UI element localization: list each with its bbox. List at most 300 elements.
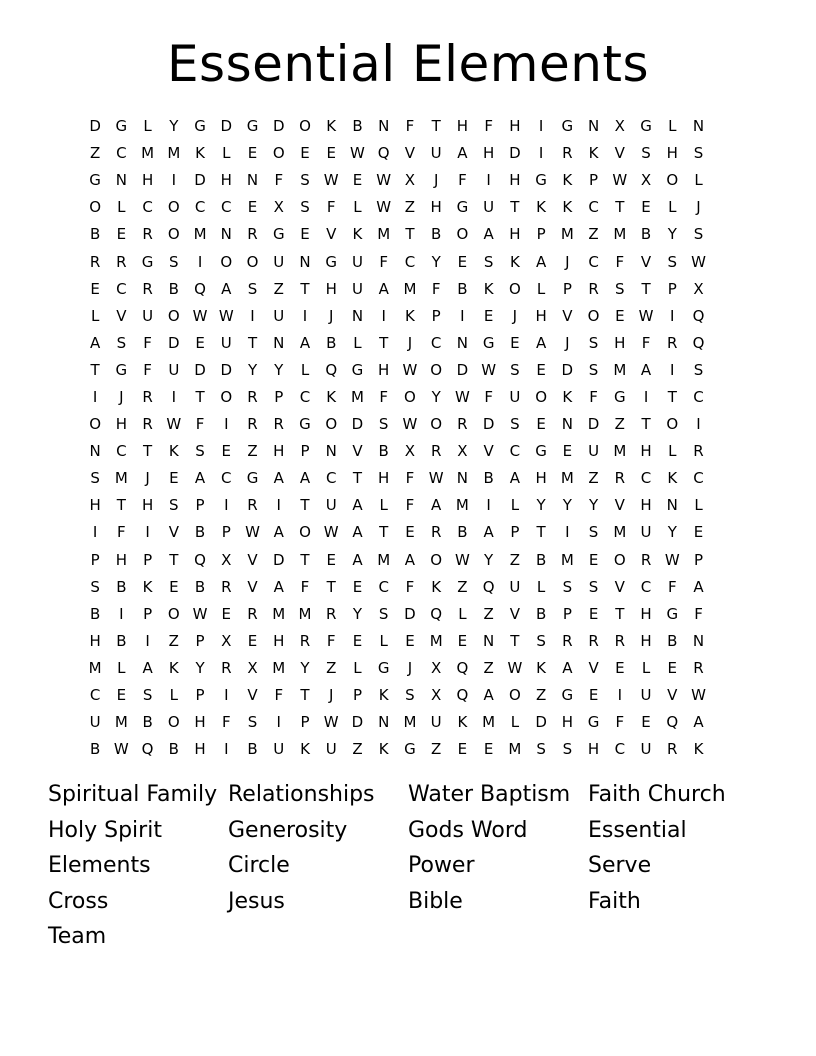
- letter-cell: V: [168, 523, 179, 542]
- letter-cell: A: [89, 333, 101, 352]
- letter-cell: F: [326, 631, 336, 650]
- letter-cell: H: [587, 740, 600, 759]
- letter-cell: H: [666, 144, 678, 163]
- letter-cell: R: [89, 252, 101, 271]
- letter-cell: H: [640, 442, 652, 461]
- letter-cell: I: [276, 496, 281, 515]
- letter-cell: J: [329, 686, 334, 705]
- letter-cell: I: [171, 171, 177, 190]
- word-bank-item: Gods Word: [408, 817, 528, 843]
- letter-cell: L: [117, 658, 126, 677]
- letter-cell: Z: [326, 658, 337, 677]
- word-bank-item: Spiritual Family: [48, 782, 218, 807]
- letter-cell: S: [588, 523, 599, 542]
- letter-cell: R: [693, 442, 704, 461]
- letter-cell: Q: [482, 577, 495, 596]
- letter-cell: E: [247, 144, 258, 163]
- letter-cell: P: [195, 496, 205, 515]
- letter-cell: E: [116, 225, 127, 244]
- letter-cell: U: [483, 198, 495, 217]
- letter-cell: T: [510, 631, 520, 650]
- letter-cell: Z: [168, 631, 179, 650]
- letter-cell: D: [351, 713, 364, 732]
- letter-cell: P: [562, 604, 572, 623]
- puzzle-title: Essential Elements: [166, 35, 650, 93]
- letter-cell: E: [300, 144, 310, 163]
- letter-cell: W: [454, 387, 470, 406]
- letter-cell: Y: [667, 523, 677, 542]
- letter-cell: H: [535, 306, 547, 325]
- letter-cell: W: [323, 171, 339, 190]
- letter-cell: G: [115, 117, 128, 136]
- letter-cell: F: [221, 713, 231, 732]
- letter-cell: E: [693, 523, 704, 542]
- letter-cell: Z: [535, 686, 547, 705]
- word-bank-item: Holy Spirit: [48, 817, 162, 843]
- letter-cell: B: [116, 577, 127, 596]
- letter-cell: E: [615, 306, 625, 325]
- letter-cell: X: [431, 658, 442, 677]
- letter-cell: U: [168, 360, 180, 379]
- letter-cell: E: [641, 198, 651, 217]
- letter-cell: I: [224, 686, 229, 705]
- letter-cell: C: [404, 252, 416, 271]
- word-bank-item: Bible: [408, 888, 463, 914]
- grid-row: [82, 709, 738, 736]
- letter-cell: H: [378, 469, 390, 488]
- letter-cell: C: [430, 333, 442, 352]
- letter-cell: A: [299, 333, 311, 352]
- letter-cell: W: [376, 171, 392, 190]
- letter-cell: Z: [614, 415, 625, 434]
- letter-cell: E: [90, 279, 100, 298]
- letter-cell: M: [88, 658, 102, 677]
- letter-cell: R: [247, 496, 258, 515]
- letter-cell: G: [561, 686, 574, 705]
- letter-cell: X: [457, 442, 468, 461]
- letter-cell: I: [617, 686, 623, 705]
- letter-cell: A: [352, 523, 363, 542]
- letter-cell: N: [692, 117, 705, 136]
- letter-cell: L: [641, 658, 651, 677]
- letter-cell: C: [142, 198, 153, 217]
- grid-row: [82, 736, 738, 763]
- letter-cell: J: [407, 333, 413, 352]
- letter-cell: P: [536, 225, 546, 244]
- letter-cell: W: [402, 415, 418, 434]
- letter-cell: E: [562, 442, 573, 461]
- letter-cell: W: [612, 171, 628, 190]
- letter-cell: F: [589, 387, 598, 406]
- letter-cell: W: [691, 252, 706, 271]
- letter-cell: T: [352, 469, 363, 488]
- letter-cell: O: [430, 550, 443, 569]
- letter-cell: W: [218, 306, 234, 325]
- letter-cell: Y: [484, 550, 494, 569]
- letter-cell: F: [379, 252, 389, 271]
- letter-cell: G: [272, 225, 285, 244]
- letter-cell: I: [197, 252, 203, 271]
- letter-cell: H: [561, 713, 573, 732]
- letter-cell: S: [405, 686, 415, 705]
- letter-cell: O: [299, 117, 311, 136]
- letter-cell: E: [300, 225, 310, 244]
- letter-cell: O: [299, 523, 311, 542]
- letter-cell: M: [403, 279, 417, 298]
- letter-cell: S: [536, 740, 546, 759]
- letter-cell: E: [457, 631, 468, 650]
- letter-cell: E: [169, 577, 179, 596]
- letter-cell: M: [482, 713, 496, 732]
- letter-cell: O: [167, 198, 180, 217]
- letter-cell: K: [168, 442, 179, 461]
- word-bank-item: Essential: [588, 817, 687, 843]
- letter-cell: D: [194, 171, 206, 190]
- grid-row: [82, 194, 738, 221]
- letter-cell: O: [167, 225, 180, 244]
- letter-cell: A: [693, 713, 704, 732]
- letter-cell: C: [693, 387, 704, 406]
- letter-cell: C: [116, 442, 127, 461]
- letter-cell: E: [326, 550, 336, 569]
- letter-cell: F: [694, 604, 703, 623]
- letter-cell: M: [350, 387, 364, 406]
- letter-cell: N: [561, 415, 573, 434]
- letter-cell: L: [379, 496, 388, 515]
- letter-cell: M: [114, 713, 128, 732]
- grid-row: [82, 655, 738, 682]
- letter-cell: E: [483, 306, 494, 325]
- letter-cell: R: [299, 631, 311, 650]
- letter-cell: L: [458, 604, 467, 623]
- letter-cell: H: [141, 171, 154, 190]
- letter-cell: G: [640, 117, 652, 136]
- letter-cell: F: [615, 252, 625, 271]
- letter-cell: O: [325, 415, 338, 434]
- letter-cell: K: [352, 225, 363, 244]
- letter-cell: I: [92, 523, 98, 542]
- letter-cell: A: [483, 686, 494, 705]
- letter-cell: A: [352, 496, 363, 515]
- letter-cell: W: [454, 550, 470, 569]
- word-bank: [48, 780, 768, 958]
- letter-cell: C: [588, 198, 599, 217]
- letter-cell: U: [640, 686, 652, 705]
- letter-cell: V: [247, 577, 258, 596]
- letter-cell: M: [560, 225, 574, 244]
- letter-cell: L: [169, 686, 178, 705]
- letter-cell: M: [455, 496, 469, 515]
- letter-cell: U: [273, 740, 285, 759]
- letter-cell: B: [194, 523, 206, 542]
- letter-cell: Q: [666, 713, 679, 732]
- letter-cell: I: [643, 387, 649, 406]
- letter-cell: K: [562, 171, 573, 190]
- letter-cell: L: [353, 333, 362, 352]
- letter-cell: B: [431, 225, 442, 244]
- letter-cell: L: [222, 144, 231, 163]
- letter-cell: K: [562, 198, 573, 217]
- letter-cell: G: [404, 740, 416, 759]
- grid-row: [82, 140, 738, 167]
- letter-cell: O: [404, 387, 416, 406]
- letter-cell: M: [429, 631, 443, 650]
- letter-cell: I: [92, 387, 98, 406]
- letter-cell: A: [194, 469, 206, 488]
- letter-cell: U: [351, 252, 363, 271]
- letter-cell: S: [588, 577, 599, 596]
- letter-cell: D: [482, 415, 495, 434]
- letter-cell: E: [221, 442, 232, 461]
- letter-cell: E: [405, 631, 415, 650]
- letter-cell: J: [696, 198, 701, 217]
- letter-cell: A: [431, 496, 442, 515]
- letter-cell: L: [668, 198, 677, 217]
- letter-cell: C: [221, 469, 232, 488]
- letter-cell: B: [457, 523, 468, 542]
- letter-cell: W: [192, 604, 208, 623]
- letter-cell: L: [694, 496, 703, 515]
- letter-cell: I: [381, 306, 386, 325]
- letter-cell: N: [483, 631, 495, 650]
- letter-cell: B: [89, 740, 101, 759]
- letter-cell: C: [588, 252, 599, 271]
- letter-cell: T: [379, 523, 389, 542]
- letter-cell: B: [194, 577, 206, 596]
- letter-cell: C: [640, 577, 652, 596]
- word-bank-item: Team: [48, 924, 107, 950]
- letter-cell: F: [641, 333, 651, 352]
- letter-cell: S: [693, 144, 704, 163]
- letter-cell: B: [667, 631, 678, 650]
- word-bank-item: Serve: [588, 853, 652, 879]
- letter-cell: R: [430, 523, 442, 542]
- letter-cell: B: [142, 713, 153, 732]
- letter-cell: Y: [195, 658, 205, 677]
- letter-cell: H: [430, 198, 442, 217]
- letter-cell: X: [431, 686, 442, 705]
- letter-cell: S: [483, 252, 494, 271]
- letter-cell: L: [510, 496, 520, 515]
- letter-cell: D: [272, 550, 285, 569]
- letter-cell: T: [247, 333, 258, 352]
- letter-cell: D: [456, 360, 469, 379]
- letter-cell: U: [430, 713, 442, 732]
- letter-cell: Y: [431, 387, 441, 406]
- letter-cell: L: [536, 577, 546, 596]
- letter-cell: B: [457, 279, 468, 298]
- letter-cell: S: [378, 604, 389, 623]
- letter-cell: I: [224, 415, 229, 434]
- letter-cell: N: [351, 306, 364, 325]
- letter-cell: W: [638, 306, 654, 325]
- grid-row: [82, 438, 738, 465]
- letter-cell: E: [352, 577, 363, 596]
- letter-cell: Y: [274, 360, 284, 379]
- letter-cell: T: [615, 198, 625, 217]
- letter-cell: I: [486, 496, 491, 515]
- letter-cell: I: [670, 306, 675, 325]
- letter-cell: Z: [588, 469, 599, 488]
- letter-cell: H: [325, 279, 337, 298]
- letter-cell: Z: [273, 279, 284, 298]
- letter-cell: M: [193, 225, 207, 244]
- letter-cell: V: [116, 306, 127, 325]
- grid-row: [82, 492, 738, 519]
- letter-cell: L: [117, 198, 126, 217]
- letter-cell: G: [666, 604, 679, 623]
- letter-cell: I: [302, 306, 308, 325]
- letter-cell: B: [247, 740, 258, 759]
- letter-cell: M: [114, 469, 128, 488]
- letter-cell: I: [276, 713, 281, 732]
- letter-cell: F: [667, 577, 677, 596]
- letter-cell: M: [560, 550, 574, 569]
- letter-cell: H: [378, 360, 390, 379]
- letter-cell: G: [141, 252, 154, 271]
- letter-cell: C: [614, 740, 626, 759]
- letter-cell: N: [299, 252, 311, 271]
- letter-cell: K: [300, 740, 310, 759]
- letter-cell: G: [561, 117, 574, 136]
- letter-cell: S: [378, 415, 389, 434]
- letter-cell: O: [272, 144, 285, 163]
- letter-cell: S: [195, 442, 205, 461]
- letter-cell: H: [509, 117, 521, 136]
- letter-cell: N: [666, 496, 678, 515]
- letter-cell: A: [457, 144, 468, 163]
- letter-cell: F: [326, 198, 336, 217]
- letter-cell: V: [588, 658, 599, 677]
- letter-cell: C: [194, 198, 206, 217]
- letter-cell: V: [509, 604, 520, 623]
- letter-cell: O: [666, 171, 679, 190]
- letter-cell: J: [512, 306, 518, 325]
- letter-cell: A: [273, 469, 284, 488]
- letter-cell: O: [430, 360, 443, 379]
- letter-cell: A: [535, 252, 547, 271]
- word-bank-item: Generosity: [228, 817, 348, 843]
- letter-cell: T: [300, 496, 310, 515]
- letter-cell: W: [664, 550, 680, 569]
- letter-cell: G: [351, 360, 364, 379]
- letter-cell: Z: [483, 604, 494, 623]
- letter-cell: A: [509, 469, 520, 488]
- letter-cell: C: [325, 469, 337, 488]
- word-bank-item: Faith Church: [588, 782, 726, 807]
- letter-cell: O: [89, 415, 102, 434]
- letter-cell: Q: [194, 279, 206, 298]
- letter-cell: P: [693, 550, 704, 569]
- letter-cell: S: [116, 333, 127, 352]
- letter-cell: K: [326, 387, 337, 406]
- letter-cell: X: [247, 658, 258, 677]
- letter-cell: K: [405, 306, 415, 325]
- grid-row: [82, 601, 738, 628]
- letter-cell: O: [246, 252, 259, 271]
- letter-cell: L: [668, 442, 677, 461]
- letter-cell: V: [326, 225, 337, 244]
- letter-cell: A: [142, 658, 153, 677]
- letter-cell: V: [667, 686, 678, 705]
- letter-cell: P: [352, 686, 362, 705]
- letter-cell: K: [536, 198, 547, 217]
- letter-cell: F: [484, 387, 493, 406]
- letter-cell: O: [430, 415, 443, 434]
- letter-cell: H: [273, 442, 285, 461]
- word-bank-item: Water Baptism: [408, 782, 571, 807]
- letter-cell: K: [168, 658, 179, 677]
- letter-cell: F: [405, 469, 415, 488]
- grid-row: [82, 113, 738, 140]
- letter-cell: X: [404, 171, 416, 190]
- letter-cell: S: [90, 577, 100, 596]
- letter-cell: R: [116, 252, 127, 271]
- letter-cell: E: [510, 333, 520, 352]
- letter-cell: V: [483, 442, 494, 461]
- letter-cell: S: [169, 252, 179, 271]
- letter-cell: G: [89, 171, 101, 190]
- letter-cell: W: [192, 306, 208, 325]
- letter-cell: A: [483, 225, 494, 244]
- letter-cell: N: [587, 117, 600, 136]
- letter-cell: F: [300, 577, 310, 596]
- grid-row: [82, 276, 738, 303]
- word-bank-item: Elements: [48, 853, 151, 879]
- letter-cell: J: [565, 333, 570, 352]
- letter-cell: D: [535, 713, 547, 732]
- grid-row: [82, 465, 738, 492]
- letter-cell: Y: [247, 360, 258, 379]
- letter-cell: P: [667, 279, 677, 298]
- grid-row: [82, 628, 738, 655]
- grid-row: [82, 221, 738, 248]
- letter-cell: L: [143, 117, 152, 136]
- letter-cell: F: [405, 577, 415, 596]
- letter-cell: I: [145, 523, 150, 542]
- letter-cell: E: [169, 469, 179, 488]
- word-bank-item: Jesus: [228, 888, 285, 914]
- letter-cell: M: [377, 550, 391, 569]
- letter-cell: E: [352, 631, 363, 650]
- letter-cell: C: [116, 279, 127, 298]
- letter-cell: G: [194, 117, 206, 136]
- letter-cell: O: [167, 713, 180, 732]
- letter-cell: G: [535, 171, 547, 190]
- letter-cell: P: [143, 604, 153, 623]
- letter-cell: T: [195, 387, 205, 406]
- letter-cell: P: [274, 387, 284, 406]
- letter-cell: P: [300, 442, 310, 461]
- letter-cell: X: [273, 198, 284, 217]
- letter-cell: R: [142, 225, 153, 244]
- letter-cell: K: [378, 740, 389, 759]
- letter-cell: U: [142, 306, 154, 325]
- letter-cell: P: [195, 686, 205, 705]
- letter-cell: X: [693, 279, 704, 298]
- letter-cell: G: [535, 442, 547, 461]
- letter-cell: O: [220, 252, 233, 271]
- letter-cell: S: [247, 713, 258, 732]
- letter-cell: E: [667, 658, 678, 677]
- letter-cell: J: [433, 171, 439, 190]
- letter-cell: Q: [377, 144, 390, 163]
- letter-cell: H: [194, 740, 206, 759]
- grid-row: [82, 547, 738, 574]
- letter-cell: W: [323, 713, 339, 732]
- letter-cell: H: [141, 496, 154, 515]
- letter-cell: Q: [430, 604, 443, 623]
